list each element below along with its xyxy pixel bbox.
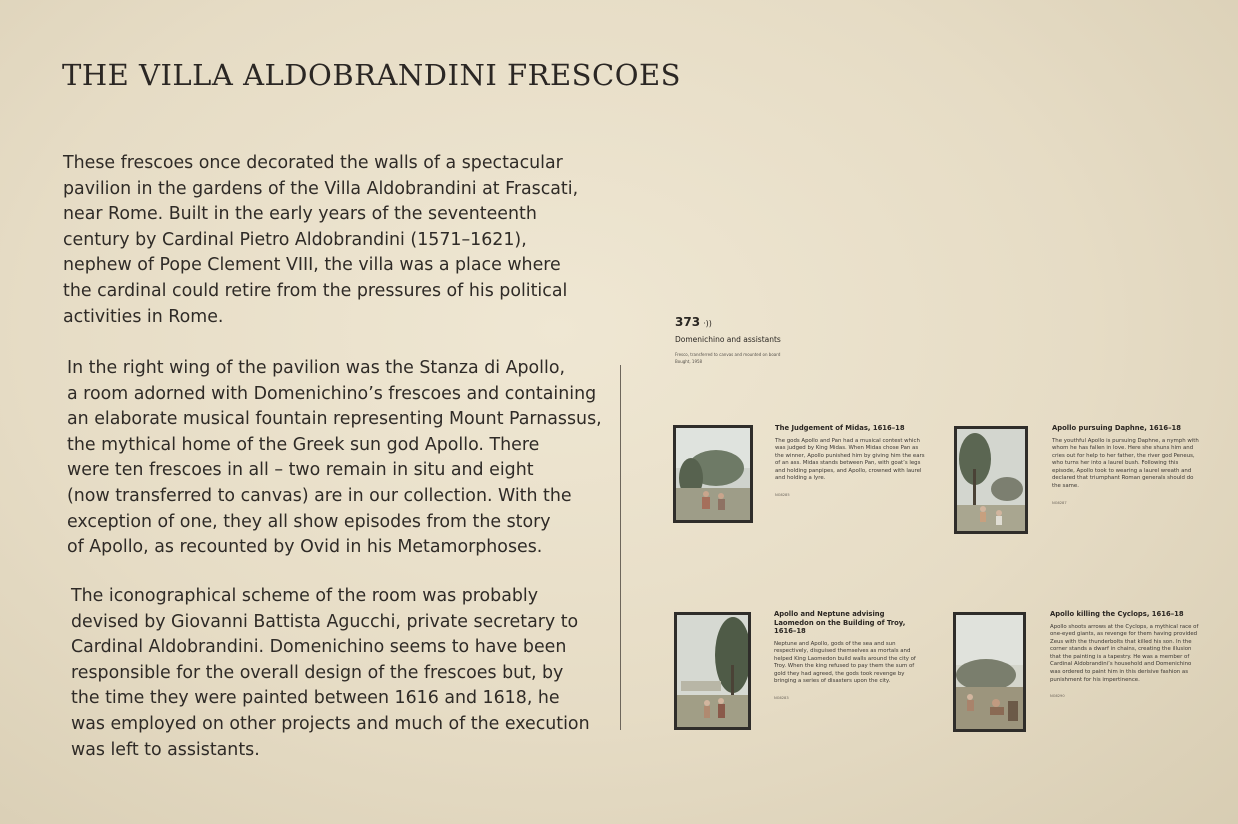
artist-name: Domenichino and assistants (675, 335, 781, 344)
text-line: was employed on other projects and much of the execution (71, 713, 590, 734)
text-line: an elaborate musical fountain representing Mount Parnassus, (67, 409, 602, 430)
caption-title: Apollo and Neptune advising Laomedon on the Building of Troy, 1616–18 (774, 610, 906, 635)
object-number-text: 373 (675, 315, 701, 329)
painting-thumbnail-cyclops (953, 612, 1026, 732)
object-meta (675, 351, 780, 365)
divider-line (620, 365, 621, 730)
fresco-image (957, 429, 1025, 531)
text-line: In the right wing of the pavilion was the Stanza di Apollo, (67, 358, 566, 378)
caption-midas (775, 424, 925, 497)
text-line: nephew of Pope Clement VIII, the villa was a place where (63, 255, 561, 276)
caption-reference: NG6283 (774, 696, 789, 701)
caption-reference: NG6287 (1052, 500, 1067, 505)
painting-thumbnail-daphne (954, 426, 1028, 534)
iconography-paragraph (71, 584, 590, 763)
text-line: a room adorned with Domenichino’s frescoes and containing (67, 383, 597, 404)
stanza-paragraph (67, 356, 602, 561)
painting-thumbnail-laomedon (674, 612, 751, 730)
painting-thumbnail-midas (673, 425, 753, 523)
acquisition-text: Bought, 1958 (675, 359, 703, 364)
fresco-image (956, 615, 1023, 729)
fresco-image (677, 615, 748, 727)
medium-text: Fresco, transferred to canvas and mounted on board (675, 352, 781, 357)
text-line: responsible for the overall design of the frescoes but, by (71, 662, 564, 683)
text-line: activities in Rome. (63, 306, 224, 327)
caption-laomedon (774, 610, 924, 700)
caption-title: Apollo killing the Cyclops, 1616–18 (1050, 610, 1184, 618)
caption-reference: NG6285 (775, 493, 790, 498)
audio-wave-icon: ·)) (703, 319, 712, 328)
caption-title: The Judgement of Midas, 1616–18 (775, 424, 905, 432)
caption-daphne (1052, 424, 1202, 505)
text-line: Cardinal Aldobrandini. Domenichino seems to have been (71, 637, 567, 658)
caption-body: The gods Apollo and Pan had a musical contest which was judged by King Midas. When Midas chose Pan as the winner, Apollo punished him by giving him the ears of an ass. Midas stands between Pan, with goat’s legs and holding panpipes, and Apollo, crowned with laurel and holding a lyre. (775, 437, 925, 482)
text-line: was left to assistants. (71, 739, 260, 760)
text-line: of Apollo, as recounted by Ovid in his Metamorphoses. (67, 537, 543, 558)
text-line: the cardinal could retire from the pressures of his political (63, 280, 568, 301)
panel-title: THE VILLA ALDOBRANDINI FRESCOES (62, 58, 682, 92)
caption-body: The youthful Apollo is pursuing Daphne, a nymph with whom he has fallen in love. Here she shuns him and cries out for help to her father, the river god Peneus, who turns her into a laurel bush. Following this episode, Apollo took to wearing a laurel wreath and declared that triumphant Roman generals should do the same. (1052, 437, 1199, 490)
fresco-image (676, 428, 750, 520)
text-line: were ten frescoes in all – two remain in situ and eight (67, 460, 534, 481)
text-line: century by Cardinal Pietro Aldobrandini (1571–1621), (63, 229, 527, 250)
intro-paragraph (63, 151, 578, 330)
text-line: (now transferred to canvas) are in our collection. With the (67, 485, 572, 506)
caption-reference: NG6290 (1050, 694, 1065, 699)
text-line: near Rome. Built in the early years of the seventeenth (63, 204, 537, 225)
caption-body: Apollo shoots arrows at the Cyclops, a mythical race of one-eyed giants, as revenge for them having provided Zeus with the thunderbolts that killed his son. In the corner stands a dwarf in chains, creating the illusion that the painting is a tapestry. He was a member of Cardinal Aldobrandini’s household and Domenichino was ordered to paint him in this derisive fashion as punishment for his impertinence. (1050, 623, 1199, 683)
text-line: pavilion in the gardens of the Villa Aldobrandini at Frascati, (63, 178, 579, 199)
text-line: devised by Giovanni Battista Agucchi, private secretary to (71, 611, 579, 632)
caption-cyclops (1050, 610, 1200, 698)
text-line: exception of one, they all show episodes from the story (67, 511, 551, 532)
text-line: the time they were painted between 1616 and 1618, he (71, 688, 560, 709)
text-line: These frescoes once decorated the walls of a spectacular (63, 153, 563, 173)
object-number (675, 315, 712, 329)
caption-title: Apollo pursuing Daphne, 1616–18 (1052, 424, 1181, 432)
text-line: the mythical home of the Greek sun god Apollo. There (67, 434, 540, 455)
caption-body: Neptune and Apollo, gods of the sea and sun respectively, disguised themselves as mortals and helped King Laomedon build walls around the city of Troy. When the king refused to pay them the sum of gold they had agreed, the gods took revenge by bringing a series of disasters upon the city. (774, 640, 916, 685)
text-line: The iconographical scheme of the room was probably (71, 586, 539, 606)
